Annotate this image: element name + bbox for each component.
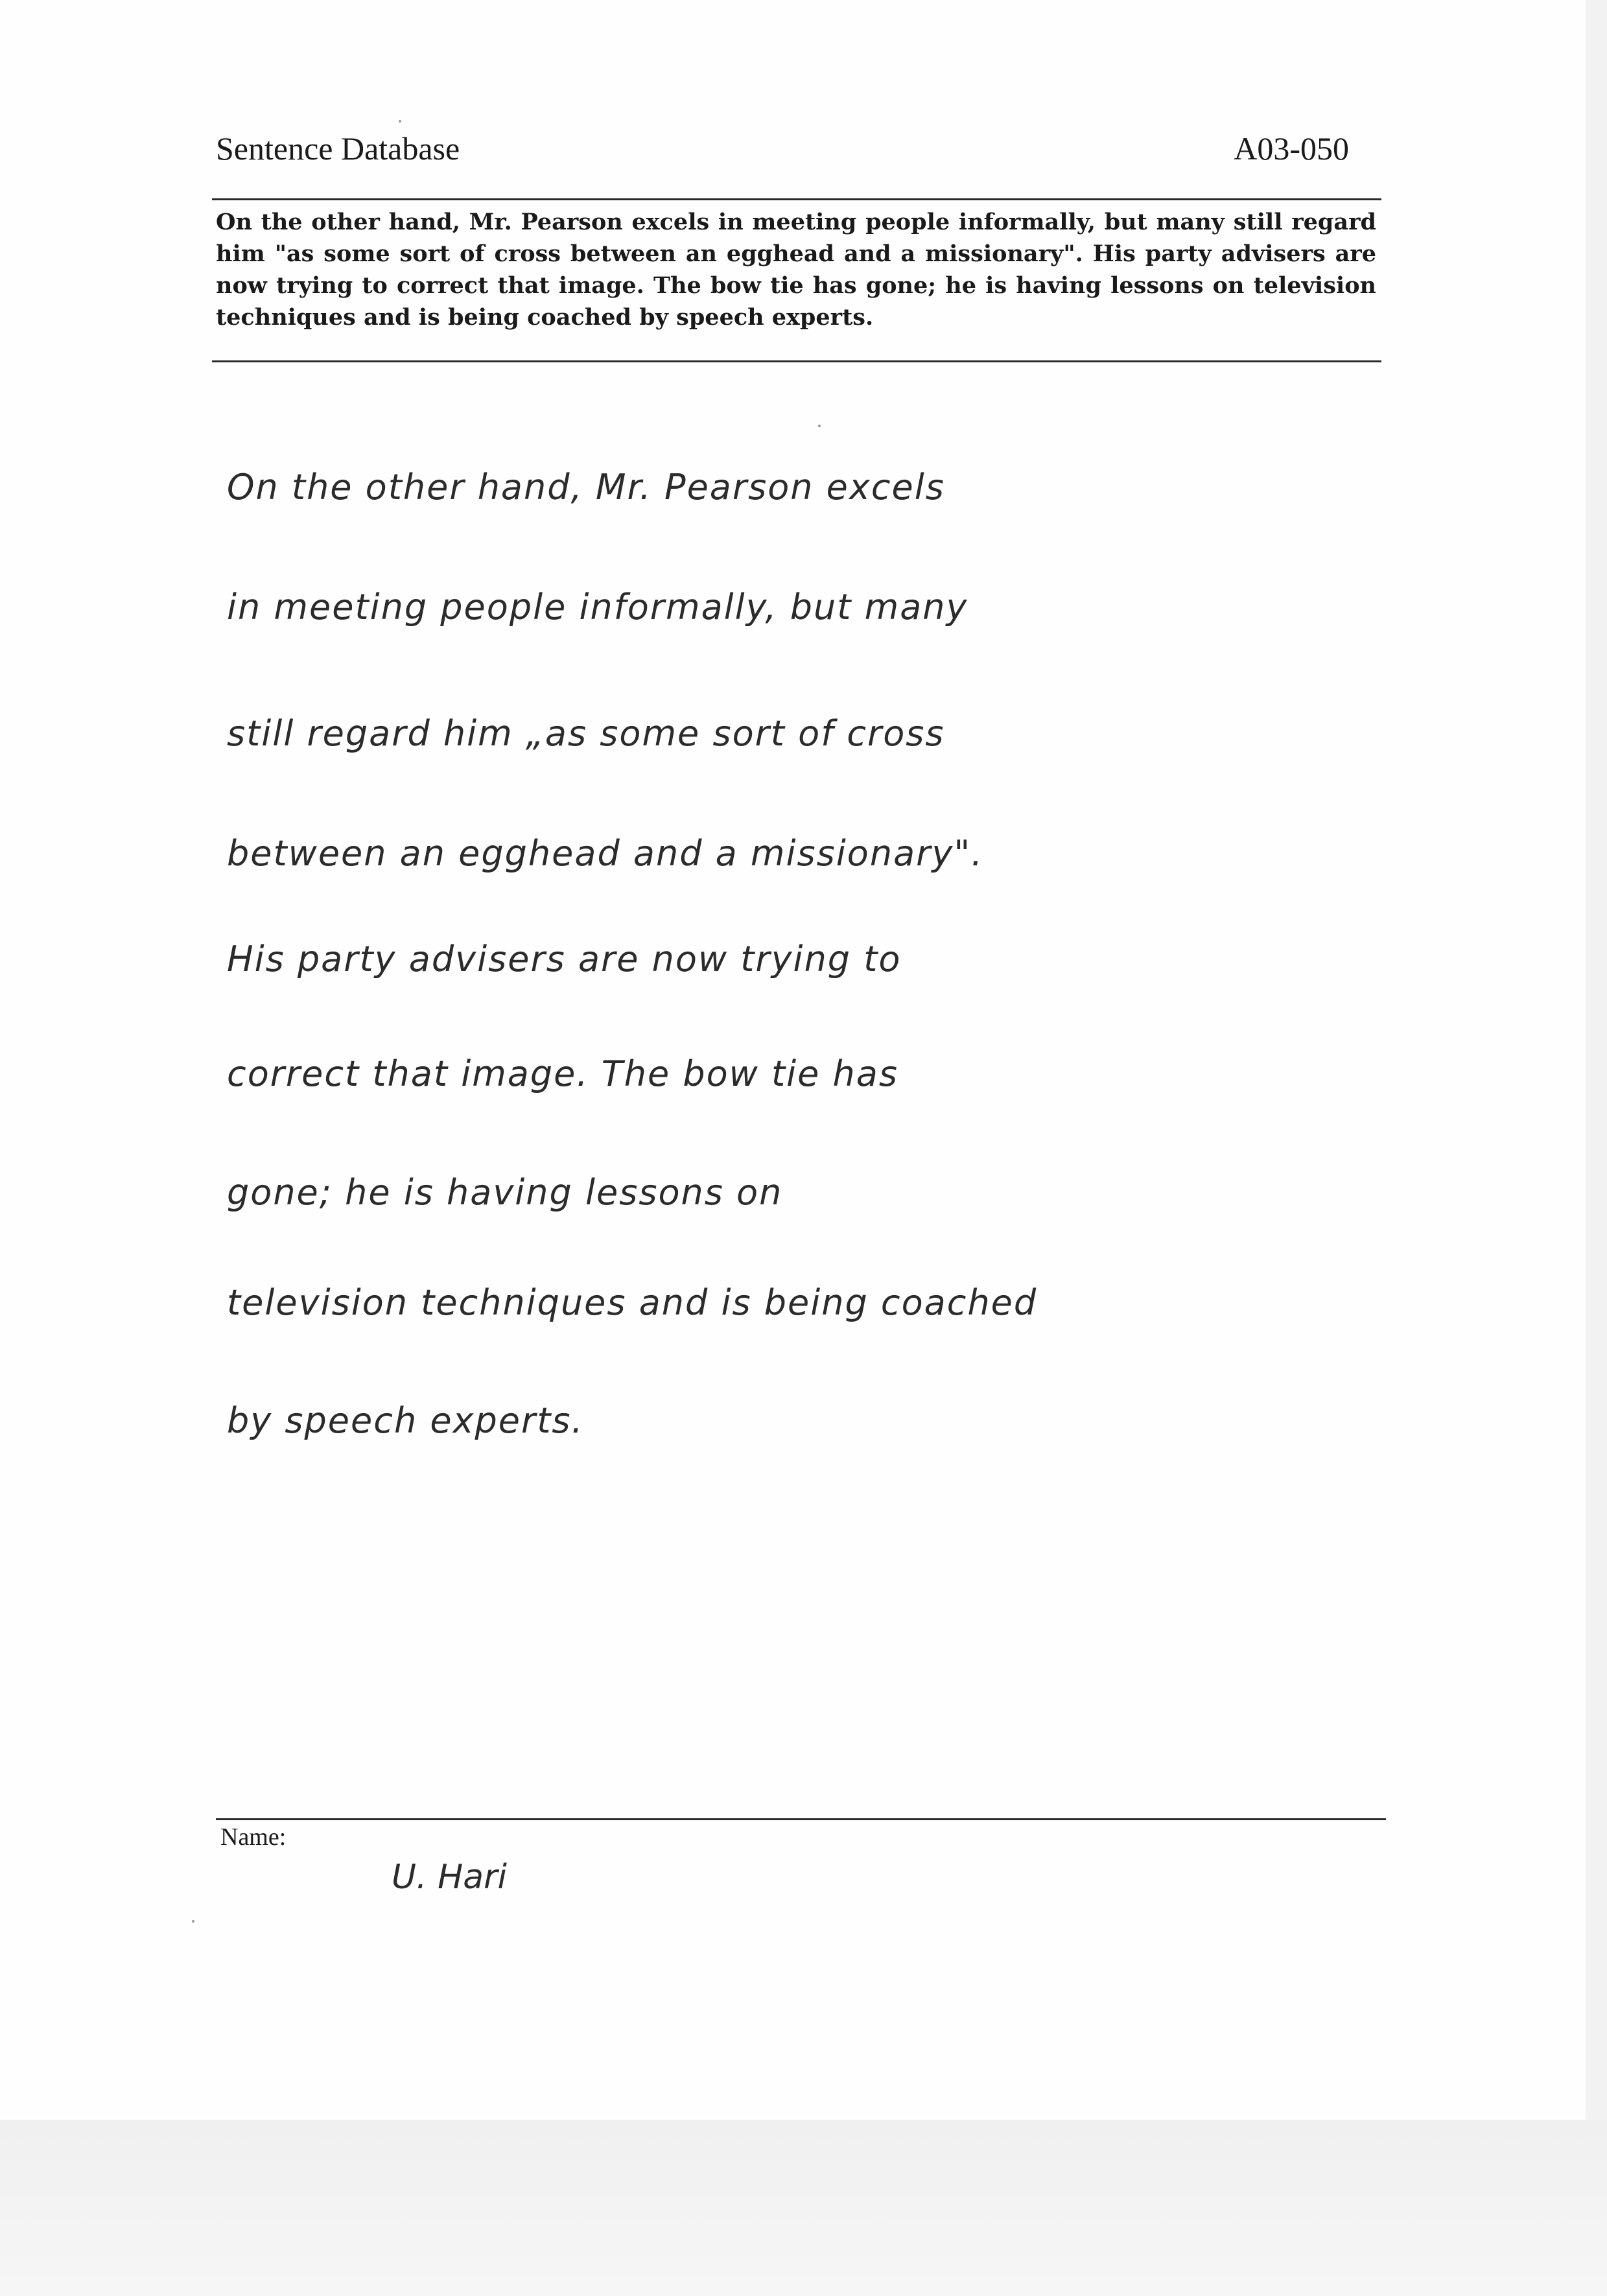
page-title: Sentence Database	[216, 130, 460, 167]
handwritten-line: correct that image. The bow tie has	[227, 1053, 898, 1094]
handwritten-line: by speech experts.	[227, 1400, 584, 1441]
scan-speck	[399, 120, 401, 123]
prompt-text: On the other hand, Mr. Pearson excels in meeting people informally, but many still regard him "as some sort of cross between an egghead and a missionary". His party advisers are now trying to correct that image. The bow tie has gone; he is having lessons on television techniques and is being coached by speech experts.	[216, 209, 1376, 331]
scan-speck	[818, 425, 821, 427]
handwritten-line: in meeting people informally, but many	[227, 587, 968, 627]
handwritten-line: television techniques and is being coached	[227, 1282, 1038, 1323]
handwritten-line: His party advisers are now trying to	[227, 939, 902, 979]
scan-speck	[192, 1920, 194, 1923]
handwritten-line: gone; he is having lessons on	[227, 1172, 783, 1213]
handwritten-line: still regard him „as some sort of cross	[227, 713, 945, 754]
name-label: Name:	[220, 1823, 287, 1851]
form-id: A03-050	[1234, 130, 1349, 167]
prompt-divider	[212, 360, 1381, 362]
handwritten-line: On the other hand, Mr. Pearson excels	[227, 467, 945, 508]
page-edge-shadow	[1586, 0, 1607, 2120]
scanner-bed	[0, 2120, 1607, 2296]
name-divider	[216, 1818, 1386, 1820]
header-divider	[212, 198, 1381, 200]
signature: U. Hari	[392, 1858, 507, 1897]
handwritten-line: between an egghead and a missionary".	[227, 833, 984, 874]
